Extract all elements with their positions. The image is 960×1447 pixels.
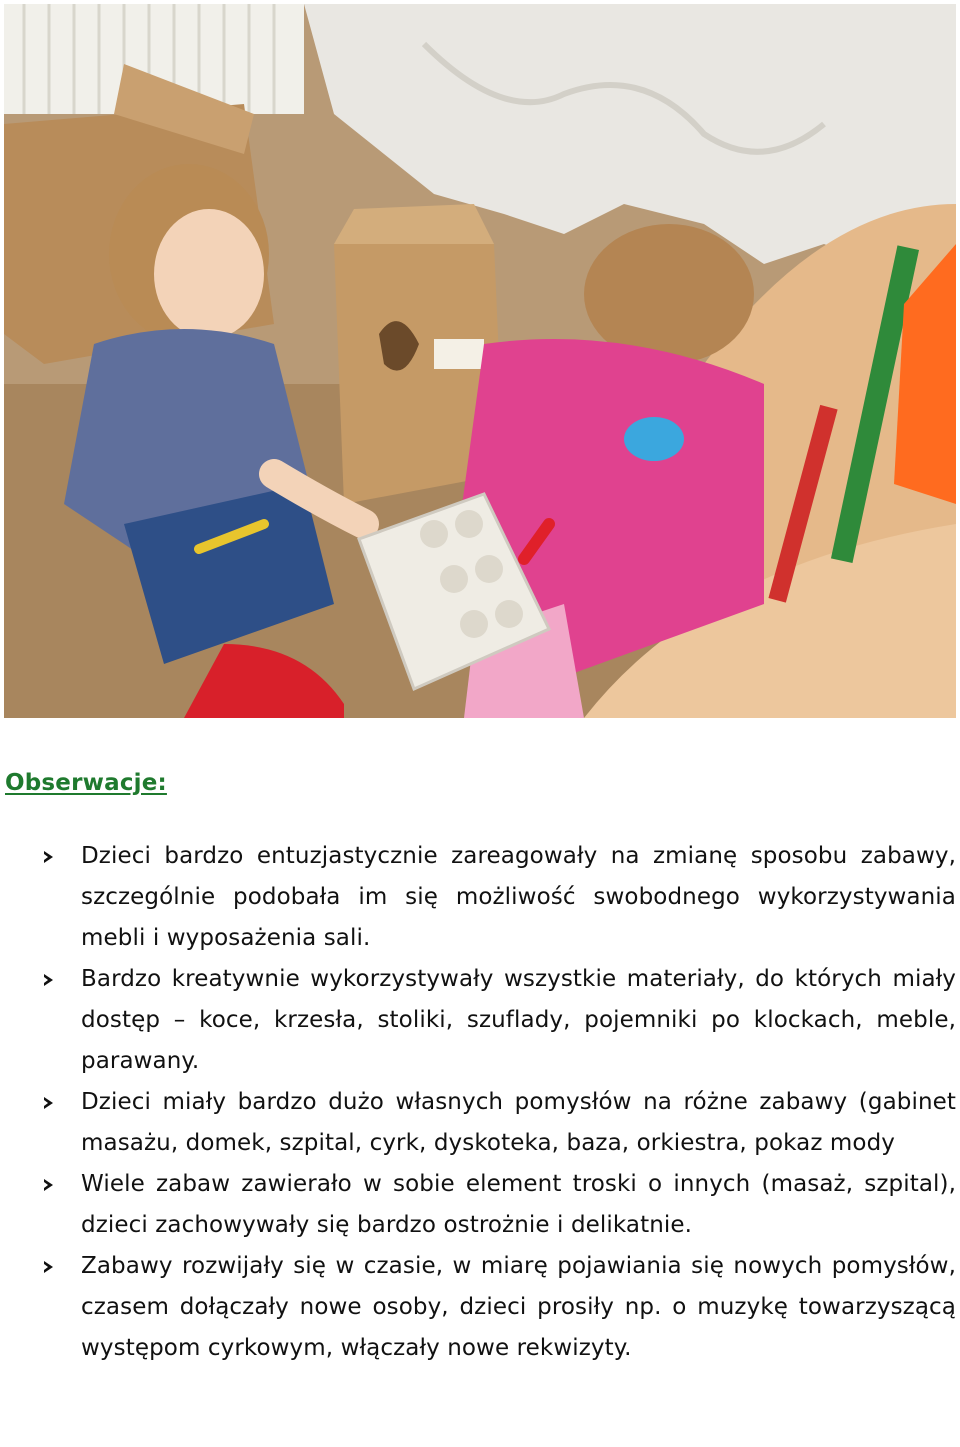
photo-illustration	[4, 4, 956, 718]
girl-left-face	[154, 209, 264, 339]
list-item	[0, 1246, 956, 1369]
arrow-bullet-icon	[44, 1179, 53, 1191]
butterfly-print	[624, 417, 684, 461]
arrow-bullet-icon	[44, 1261, 53, 1273]
list-item-text: Bardzo kreatywnie wykorzystywały wszystkie materiały, do których miały dostęp – koce, krzesła, stoliki, szuflady, pojemniki po klockach, meble, parawany.	[81, 966, 956, 1074]
list-item	[0, 836, 956, 959]
list-item-text: Dzieci miały bardzo dużo własnych pomysłów na różne zabawy (gabinet masażu, domek, szpital, cyrk, dyskoteka, baza, orkiestra, pokaz mody	[81, 1089, 956, 1156]
observations-list	[0, 836, 956, 1369]
arrow-bullet-icon	[44, 1097, 53, 1109]
list-item	[0, 959, 956, 1082]
arrow-bullet-icon	[44, 974, 53, 986]
list-item	[0, 1164, 956, 1246]
list-item	[0, 1082, 956, 1164]
list-item-text: Zabawy rozwijały się w czasie, w miarę pojawiania się nowych pomysłów, czasem dołączały nowe osoby, dzieci prosiły np. o muzykę towarzyszącą występom cyrkowym, włączały nowe rekwizyty.	[81, 1253, 956, 1361]
list-item-text: Wiele zabaw zawierało w sobie element troski o innych (masaż, szpital), dzieci zachowywały się bardzo ostrożnie i delikatnie.	[81, 1171, 956, 1238]
observations-heading: Obserwacje:	[5, 770, 167, 796]
photo-children-crafting	[4, 4, 956, 718]
list-item-text: Dzieci bardzo entuzjastycznie zareagowały na zmianę sposobu zabawy, szczególnie podobała im się możliwość swobodnego wykorzystywania mebli i wyposażenia sali.	[81, 843, 956, 951]
arrow-bullet-icon	[44, 851, 53, 863]
